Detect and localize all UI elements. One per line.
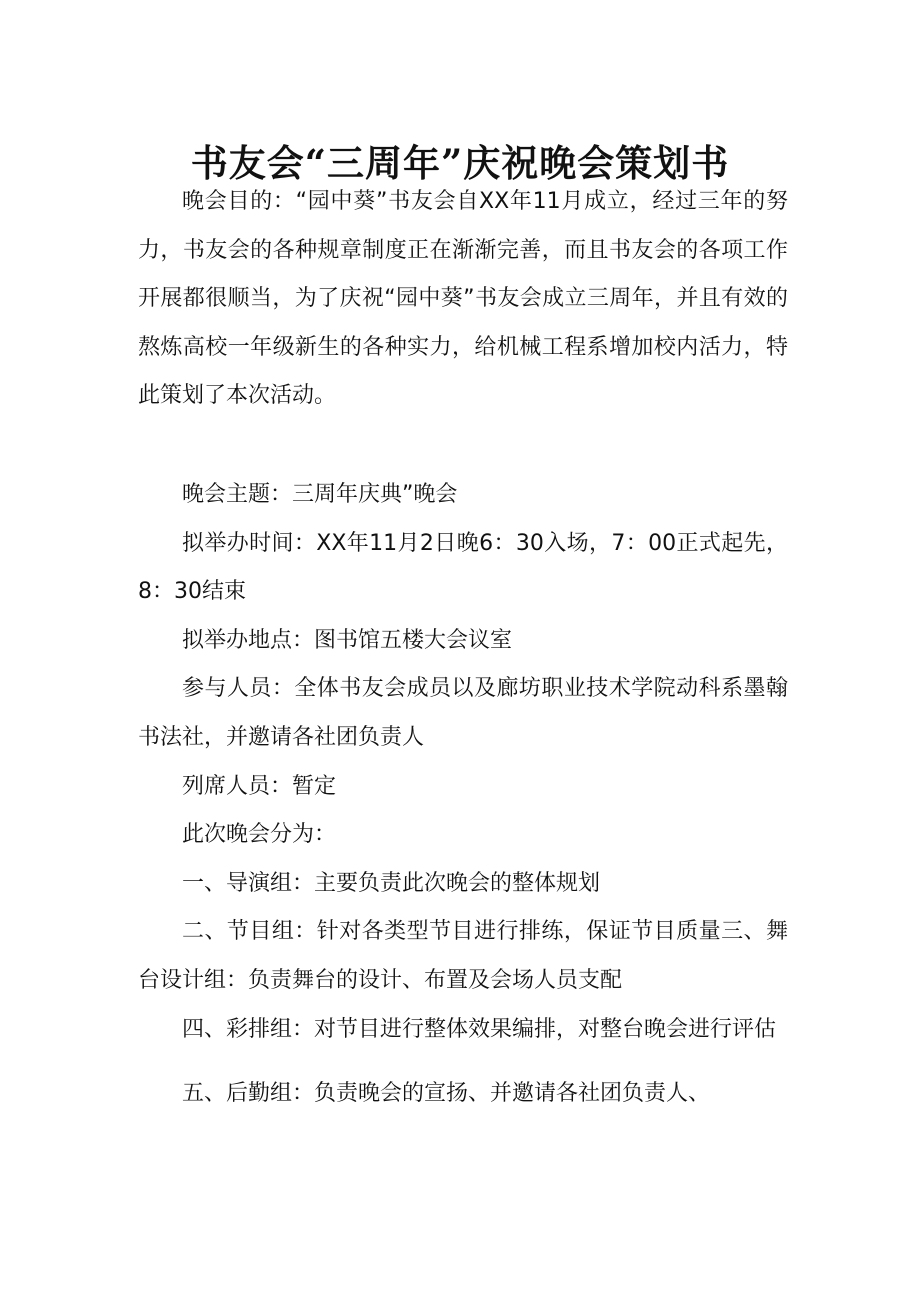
paragraph-location: 拟举办地点：图书馆五楼大会议室 bbox=[182, 627, 513, 653]
document-body bbox=[138, 178, 788, 1119]
paragraph-logistics-group: 五、后勤组：负责晚会的宣扬、并邀请各社团负责人、 bbox=[182, 1081, 711, 1107]
paragraph-director-group: 一、导演组：主要负责此次晚会的整体规划 bbox=[182, 870, 601, 896]
paragraph-time: 拟举办时间：XX年11月2日晚6：30入场，7：00正式起先，8：30结束 bbox=[138, 530, 788, 605]
paragraph-attendees: 列席人员：暂定 bbox=[182, 773, 337, 799]
paragraph-divisions: 此次晚会分为： bbox=[182, 822, 337, 848]
paragraph-program-group: 二、节目组：针对各类型节目进行排练，保证节目质量三、舞台设计组：负责舞台的设计、布置及会场人员支配 bbox=[138, 919, 788, 993]
paragraph-rehearsal-group: 四、彩排组：对节目进行整体效果编排，对整台晚会进行评估 bbox=[182, 1016, 777, 1042]
paragraph-participants: 参与人员：全体书友会成员以及廊坊职业技术学院动科系墨翰书法社，并邀请各社团负责人 bbox=[138, 676, 788, 750]
document-title: 书友会“三周年”庆祝晚会策划书 bbox=[190, 140, 730, 185]
paragraph-theme: 晚会主题：三周年庆典”晚会 bbox=[182, 481, 458, 507]
paragraph-purpose: 晚会目的：“园中葵”书友会自XX年11月成立，经过三年的努力，书友会的各种规章制度正在渐渐完善，而且书友会的各项工作开展都很顺当，为了庆祝“园中葵”书友会成立三周年，并且有效的熬炼高校一年级新生的各种实力，给机械工程系增加校内活力，特此策划了本次活动。 bbox=[138, 189, 788, 409]
